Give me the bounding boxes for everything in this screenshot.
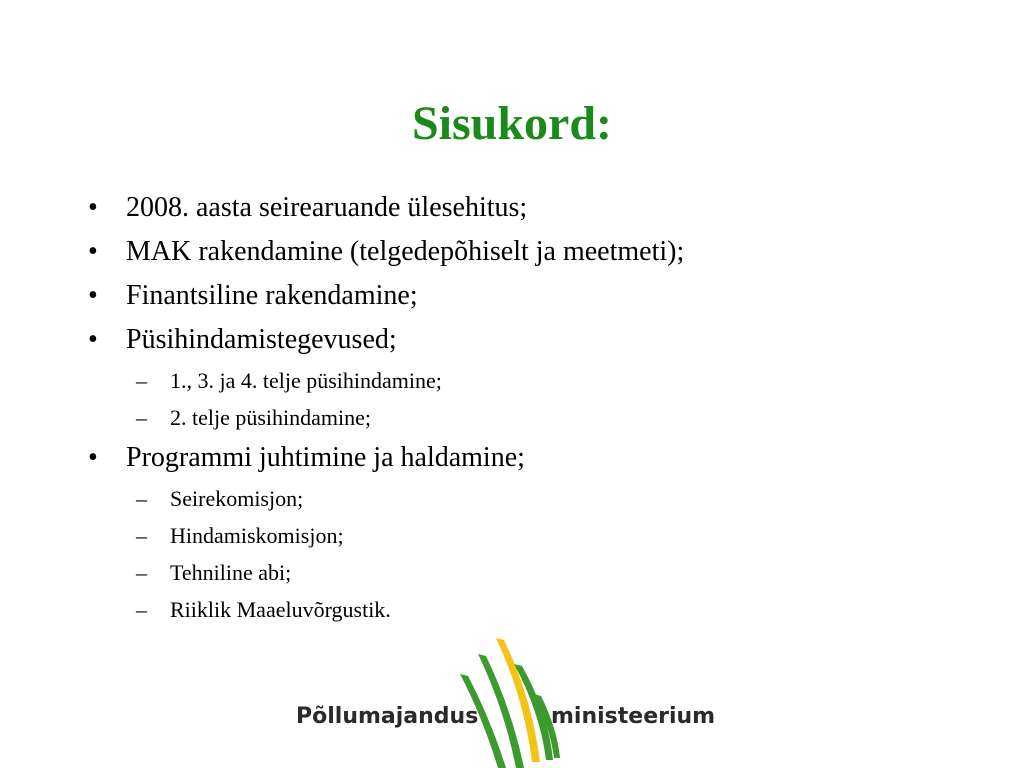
dash-marker: – (136, 597, 147, 622)
bullet-item (88, 230, 968, 274)
dash-marker: – (136, 368, 147, 393)
bullet-item (88, 436, 968, 480)
bullet-marker: • (88, 192, 98, 223)
dash-marker: – (136, 405, 147, 430)
bullet-item (88, 186, 968, 230)
slide-title: Sisukord: (411, 97, 613, 150)
logo-text-left: Põllumajandus (296, 704, 479, 729)
dash-marker: – (136, 486, 147, 511)
bullet-text: MAK rakendamine (telgedepõhiselt ja meetmeti); (126, 236, 685, 267)
sub-bullet-item (88, 591, 968, 628)
bullet-item (88, 318, 968, 362)
wheat-stalks-logo-icon (452, 636, 562, 768)
sub-bullet-item (88, 554, 968, 591)
sub-bullet-text: 2. telje püsihindamine; (170, 405, 372, 430)
sub-bullet-text: Tehniline abi; (170, 560, 292, 585)
bullet-text: 2008. aasta seirearuande ülesehitus; (126, 192, 528, 223)
sub-bullet-text: Seirekomisjon; (170, 486, 304, 511)
sub-bullet-text: Hindamiskomisjon; (170, 523, 344, 548)
bullet-marker: • (88, 280, 98, 311)
sub-bullet-text: 1., 3. ja 4. telje püsihindamine; (170, 368, 442, 393)
dash-marker: – (136, 523, 147, 548)
bullet-item (88, 274, 968, 318)
bullet-marker: • (88, 236, 98, 267)
bullet-list (88, 186, 968, 628)
sub-bullet-text: Riiklik Maaeluvõrgustik. (170, 597, 391, 622)
bullet-text: Programmi juhtimine ja haldamine; (126, 442, 525, 473)
sub-bullet-item (88, 399, 968, 436)
ministry-logo (292, 636, 716, 768)
logo-text-right: ministeerium (551, 704, 716, 729)
bullet-marker: • (88, 324, 98, 355)
bullet-marker: • (88, 442, 98, 473)
bullet-text: Püsihindamistegevused; (126, 324, 397, 355)
dash-marker: – (136, 560, 147, 585)
bullet-text: Finantsiline rakendamine; (126, 280, 418, 311)
sub-bullet-item (88, 517, 968, 554)
sub-bullet-item (88, 480, 968, 517)
sub-bullet-item (88, 362, 968, 399)
